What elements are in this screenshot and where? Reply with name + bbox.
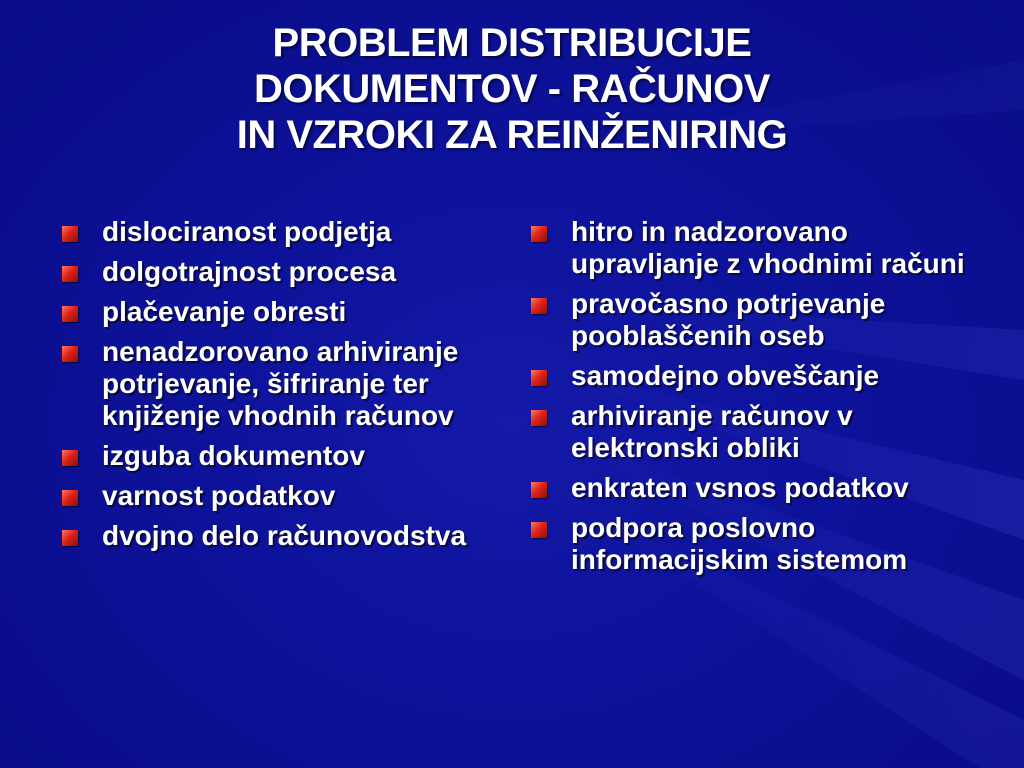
list-item-text: dolgotrajnost procesa [102,256,397,287]
list-item [62,256,502,288]
list-item-text: dislociranost podjetja [102,216,392,247]
problems-list [62,216,502,560]
list-item-text: podpora poslovno informacijskim sistemom [571,512,908,575]
title-line-3: IN VZROKI ZA REINŽENIRING [236,113,788,157]
list-item-text: plačevanje obresti [102,296,347,327]
list-item [531,472,971,504]
list-item-text: dvojno delo računovodstva [102,520,467,551]
red-square-bullet-icon [531,522,547,538]
list-item [531,400,971,464]
red-square-bullet-icon [62,226,78,242]
list-item [531,512,971,576]
list-item [531,360,971,392]
red-square-bullet-icon [62,530,78,546]
list-item-text: pravočasno potrjevanje pooblaščenih oseb [571,288,886,351]
list-item-text: arhiviranje računov v elektronski obliki [571,400,853,463]
red-square-bullet-icon [62,490,78,506]
red-square-bullet-icon [62,450,78,466]
list-item-text: nenadzorovano arhiviranje potrjevanje, šifriranje ter knjiženje vhodnih računov [102,336,459,431]
list-item [62,520,502,552]
list-item [62,440,502,472]
list-item-text: enkraten vsnos podatkov [571,472,909,503]
title-line-1: PROBLEM DISTRIBUCIJE [272,21,752,65]
list-item [62,296,502,328]
red-square-bullet-icon [62,346,78,362]
list-item [531,216,971,280]
slide-title [112,20,912,158]
red-square-bullet-icon [62,266,78,282]
list-item [62,480,502,512]
list-item-text: hitro in nadzorovano upravljanje z vhodnimi računi [571,216,965,279]
red-square-bullet-icon [531,298,547,314]
list-item [62,336,502,432]
red-square-bullet-icon [531,482,547,498]
list-item [62,216,502,248]
list-item-text: izguba dokumentov [102,440,365,471]
solutions-list [531,216,971,584]
list-item-text: varnost podatkov [102,480,336,511]
title-line-2: DOKUMENTOV - RAČUNOV [254,67,770,111]
red-square-bullet-icon [531,370,547,386]
red-square-bullet-icon [531,410,547,426]
red-square-bullet-icon [62,306,78,322]
list-item-text: samodejno obveščanje [571,360,880,391]
red-square-bullet-icon [531,226,547,242]
list-item [531,288,971,352]
